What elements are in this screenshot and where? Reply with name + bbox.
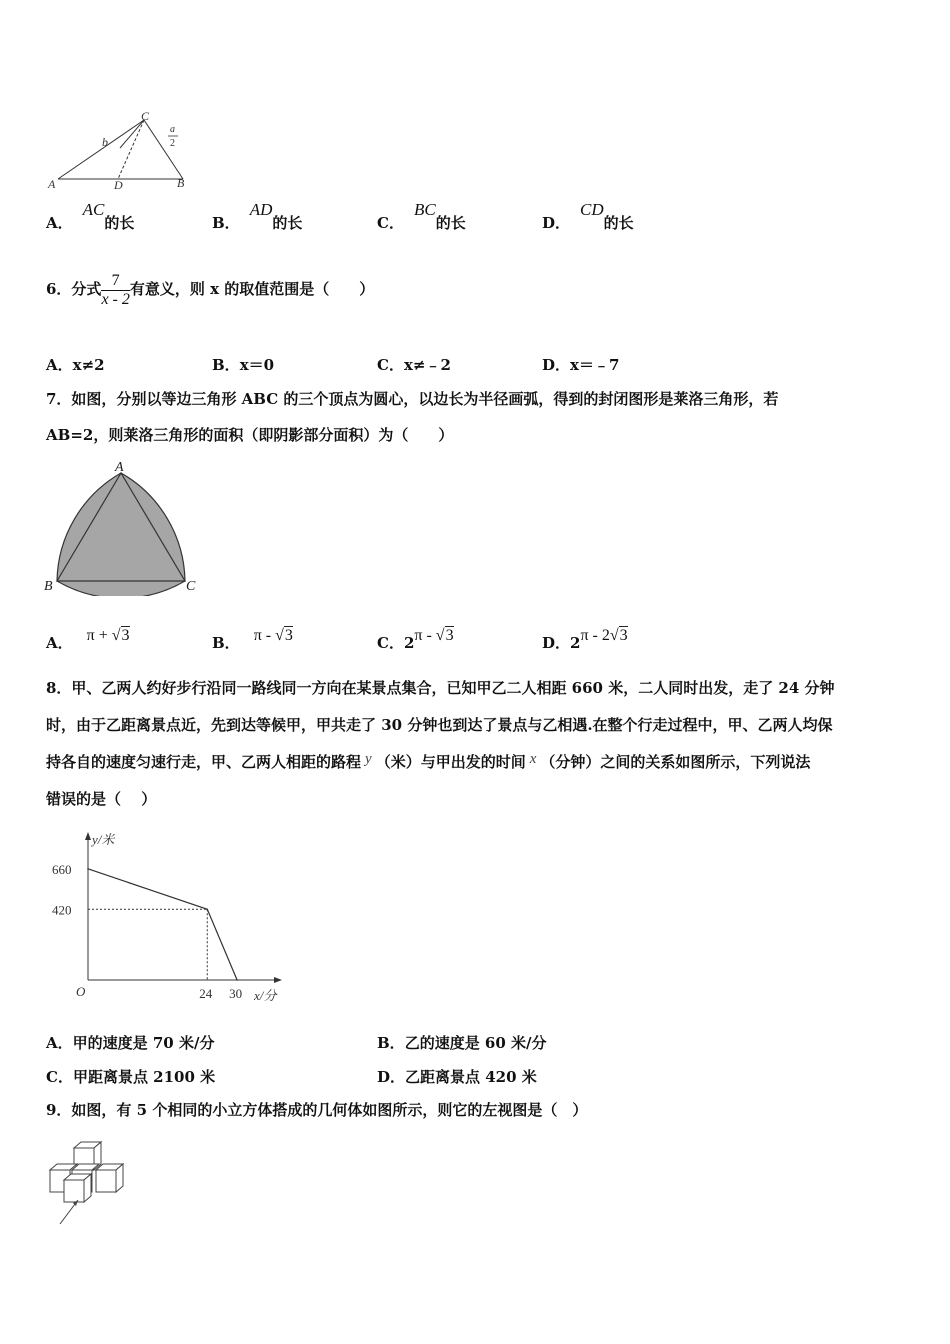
y-tick-label: 660: [52, 861, 72, 877]
q8-option-b[interactable]: B．乙的速度是 60 米/分: [377, 1034, 547, 1052]
q9-cubes-figure: [44, 1136, 136, 1228]
label-side-b: b: [102, 135, 108, 149]
label-side-a-num: a: [170, 124, 175, 135]
data-point: [87, 868, 89, 870]
label-b: B: [44, 579, 53, 594]
front-cube: [64, 1180, 84, 1202]
q6-option-d[interactable]: D．x＝﹣7: [542, 356, 620, 374]
q8-option-c[interactable]: C．甲距离景点 2100 米: [46, 1068, 216, 1086]
q7-stem-line1: 7．如图，分别以等边三角形 ABC 的三个顶点为圆心，以边长为半径画弧，得到的封闭图形是莱洛三角形，若: [46, 390, 779, 408]
q9-stem: 9．如图，有 5 个相同的小立方体搭成的几何体如图所示，则它的左视图是（ ）: [46, 1101, 588, 1119]
q6-fraction: $\frac{7}{x - 2}$: [101, 271, 130, 308]
q5-option-b[interactable]: B．AD的长: [212, 200, 303, 232]
q7-option-b[interactable]: B． π - √3: [212, 627, 293, 652]
y-axis-arrow-icon: [85, 832, 91, 840]
label-c: C: [186, 579, 196, 594]
x-axis-label: x/分: [254, 988, 277, 1003]
q5-option-d[interactable]: D．CD的长: [542, 200, 634, 232]
q5-option-a[interactable]: A．AC的长: [46, 200, 135, 232]
q8-stem-line4: 错误的是（ ）: [46, 790, 157, 808]
segment-bc: [144, 120, 183, 179]
q8-stem-line3: 持各自的速度匀速行走，甲、乙两人相距的路程 y （米）与甲出发的时间 x （分钟）之间的关系如图所示，下列说法: [46, 751, 811, 771]
q8-distance-time-chart: [40, 828, 290, 1010]
series-line: [88, 869, 237, 980]
q7-option-c[interactable]: C．2π - √3: [377, 627, 454, 652]
q6-option-c[interactable]: C．x≠﹣2: [377, 356, 451, 374]
x-tick-label: 30: [229, 986, 243, 1001]
data-point: [236, 979, 238, 981]
label-d: D: [114, 178, 123, 192]
q8-stem-line1: 8．甲、乙两人约好步行沿同一路线同一方向在某景点集合，已知甲乙二人相距 660 米，二人同时出发，走了 24 分钟: [46, 679, 835, 697]
q6-option-a[interactable]: A．x≠2: [46, 356, 105, 374]
q5-option-c[interactable]: C．BC的长: [377, 200, 466, 232]
q8-option-d[interactable]: D．乙距离景点 420 米: [377, 1068, 537, 1086]
label-b: B: [177, 176, 185, 190]
x-axis-arrow-icon: [274, 977, 282, 983]
q5-triangle-figure: [44, 108, 194, 194]
right-cube: [96, 1170, 116, 1192]
label-side-a-den: 2: [170, 138, 175, 149]
label-c: C: [141, 109, 150, 123]
q8-stem-line2: 时，由于乙距离景点近，先到达等候甲，甲共走了 30 分钟也到达了景点与乙相遇.在整个行走过程中，甲、乙两人均保: [46, 716, 833, 734]
q7-option-a[interactable]: A． π + √3: [46, 627, 130, 652]
x-tick-label: 24: [199, 986, 213, 1001]
y-axis-label: y/米: [92, 832, 115, 847]
q7-option-d[interactable]: D．2π - 2√3: [542, 627, 628, 652]
q7-reuleaux-figure: [40, 456, 200, 596]
label-a: A: [48, 177, 56, 191]
q7-stem-line2: AB=2，则莱洛三角形的面积（即阴影部分面积）为（ ）: [46, 426, 454, 444]
origin-label: O: [76, 984, 86, 999]
q6-option-b[interactable]: B．x＝0: [212, 356, 275, 374]
q8-option-a[interactable]: A．甲的速度是 70 米/分: [46, 1034, 215, 1052]
reuleaux-shaded-region: [57, 473, 185, 596]
label-a: A: [115, 460, 124, 475]
y-tick-label: 420: [52, 902, 72, 918]
q6-stem: 6．分式 $\frac{7}{x - 2}$ 有意义，则 x 的取值范围是（ ）: [46, 271, 375, 308]
